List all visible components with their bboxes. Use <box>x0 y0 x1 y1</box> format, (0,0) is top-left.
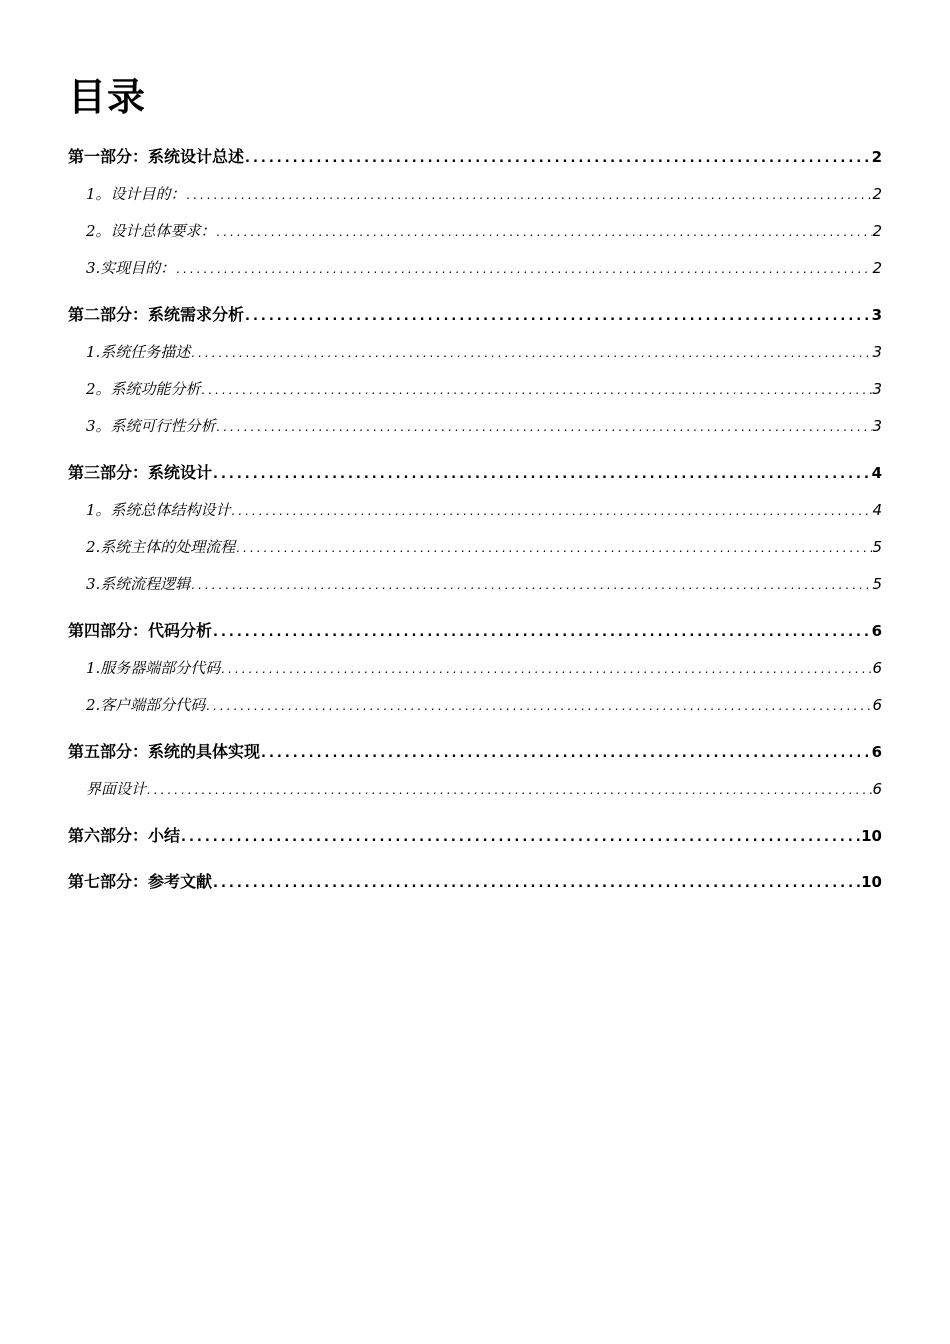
toc-entry[interactable] <box>68 619 882 643</box>
toc-entry-page: 2 <box>871 148 882 166</box>
toc-entry[interactable] <box>86 219 882 243</box>
toc-title: 目录 <box>68 75 147 119</box>
dot-leader <box>216 415 873 438</box>
toc-entry[interactable] <box>68 740 882 764</box>
toc-entry[interactable] <box>86 656 882 680</box>
toc-entry-label: 2。系统功能分析 <box>86 380 201 398</box>
toc-entry-label: 1。设计目的： <box>86 185 186 203</box>
toc-entry-page: 10 <box>861 827 882 845</box>
toc-entry-page: 10 <box>861 873 882 891</box>
dot-leader <box>146 778 872 801</box>
dot-leader <box>205 694 872 717</box>
toc-entry-page: 4 <box>872 501 882 519</box>
toc-entry-page: 6 <box>872 780 882 798</box>
toc-entry-page: 5 <box>872 575 882 593</box>
dot-leader <box>231 499 873 522</box>
toc-entry-page: 2 <box>872 259 882 277</box>
toc-entry-page: 6 <box>871 622 882 640</box>
toc-entry-page: 6 <box>872 659 882 677</box>
toc-entry-label: 3。系统可行性分析 <box>86 417 216 435</box>
dot-leader <box>212 872 861 894</box>
toc-entry-label: 第五部分：系统的具体实现 <box>68 742 261 761</box>
toc-entry-label: 第三部分：系统设计 <box>68 463 213 482</box>
toc-entry-label: 第二部分：系统需求分析 <box>68 305 245 324</box>
dot-leader <box>216 220 873 243</box>
toc-entry-page: 4 <box>871 464 882 482</box>
toc-entry-page: 5 <box>872 538 882 556</box>
toc-entry[interactable] <box>86 498 882 522</box>
toc-entry[interactable] <box>68 870 882 894</box>
toc-entry-page: 2 <box>872 185 882 203</box>
dot-leader <box>244 305 872 327</box>
toc-entry[interactable] <box>68 303 882 327</box>
toc-entry-page: 3 <box>871 306 882 324</box>
dot-leader <box>244 147 872 169</box>
toc-entry-page: 3 <box>872 417 882 435</box>
toc-entry-label: 2。设计总体要求： <box>86 222 216 240</box>
toc-entry-label: 第六部分：小结 <box>68 826 181 845</box>
dot-leader <box>190 573 872 596</box>
toc-entry-label: 1.系统任务描述 <box>86 343 191 361</box>
toc-entry-label: 1。系统总体结构设计 <box>86 501 231 519</box>
toc-entry-label: 3.实现目的： <box>86 259 176 277</box>
toc-entry-label: 界面设计 <box>86 780 147 798</box>
dot-leader <box>190 341 872 364</box>
toc-entry-label: 第四部分：代码分析 <box>68 621 213 640</box>
toc-entry[interactable] <box>86 572 882 596</box>
dot-leader <box>212 463 872 485</box>
toc-entry[interactable] <box>68 824 882 848</box>
toc-entry-page: 6 <box>872 696 882 714</box>
toc-entry-label: 1.服务器端部分代码 <box>86 659 221 677</box>
dot-leader <box>175 257 872 280</box>
toc-entry[interactable] <box>86 377 882 401</box>
toc-entry-page: 2 <box>872 222 882 240</box>
dot-leader <box>212 621 872 643</box>
toc-entry-label: 第一部分：系统设计总述 <box>68 147 245 166</box>
toc-entry-page: 3 <box>872 380 882 398</box>
toc-entry[interactable] <box>86 535 882 559</box>
toc-entry[interactable] <box>86 777 882 801</box>
dot-leader <box>235 536 872 559</box>
dot-leader <box>180 826 861 848</box>
toc-entry[interactable] <box>68 145 882 169</box>
toc-entry-label: 2.客户端部分代码 <box>86 696 206 714</box>
toc-entry-label: 2.系统主体的处理流程 <box>86 538 236 556</box>
toc-entry-page: 3 <box>872 343 882 361</box>
toc-entry-page: 6 <box>871 743 882 761</box>
toc-entry[interactable] <box>86 693 882 717</box>
dot-leader <box>186 183 873 206</box>
dot-leader <box>260 742 872 764</box>
toc-entry[interactable] <box>86 340 882 364</box>
toc-entry[interactable] <box>86 182 882 206</box>
dot-leader <box>201 378 873 401</box>
toc-entry[interactable] <box>86 256 882 280</box>
toc-entry-label: 3.系统流程逻辑 <box>86 575 191 593</box>
toc-entry-label: 第七部分：参考文献 <box>68 872 213 891</box>
toc-entry[interactable] <box>68 461 882 485</box>
dot-leader <box>220 657 872 680</box>
toc-entry[interactable] <box>86 414 882 438</box>
